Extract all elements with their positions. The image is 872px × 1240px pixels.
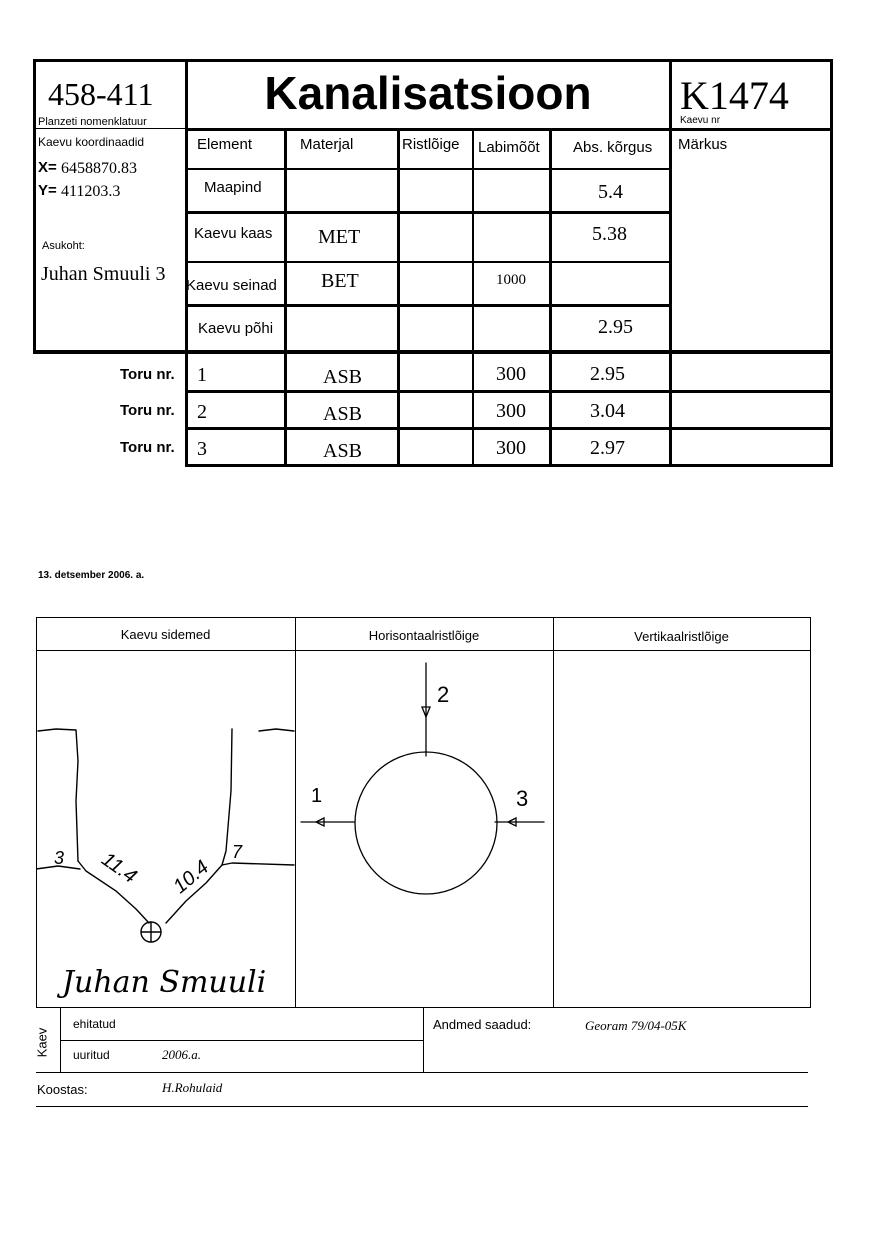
element-material: MET [318,226,361,248]
location-value: Juhan Smuuli 3 [41,263,166,285]
pipe-material: ASB [323,440,362,462]
compiled-value: H.Rohulaid [162,1080,223,1095]
vertical-section-header: Vertikaalristlõige [634,629,729,644]
pipe-number: 3 [197,438,207,460]
col-element: Element [197,136,253,153]
horizontal-section-header: Horisontaalristlõige [368,628,480,643]
pipe-diameter: 300 [496,400,526,422]
document-date: 13. detsember 2006. a. [38,570,145,581]
pipe-label: Toru nr. [120,402,175,419]
pipe-marker-3: 3 [516,786,529,811]
pipe-number: 2 [197,401,207,423]
col-cross-section: Ristlõige [402,136,460,153]
element-material: BET [321,270,359,292]
well-number-label: Kaevu nr [680,115,721,126]
element-name: Kaevu põhi [198,320,274,337]
location-label: Asukoht: [42,240,85,252]
pipe-material: ASB [323,403,362,425]
element-diameter: 1000 [496,272,526,288]
pipe-diameter: 300 [496,437,526,459]
pipe-marker-1: 1 [311,785,323,807]
surveyed-label: uuritud [73,1048,110,1062]
element-abs-height: 5.38 [592,223,627,245]
element-abs-height: 2.95 [598,316,633,338]
data-source-label: Andmed saadud: [433,1017,532,1032]
well-number-value: K1474 [680,73,789,118]
col-diameter: Labimõõt [478,139,540,156]
built-label: ehitatud [73,1017,116,1031]
pipe-number: 1 [197,364,207,386]
y-label: Y= [38,182,57,199]
coords-label: Kaevu koordinaadid [38,135,145,149]
sketch-label-left-distance: 11.4 [97,848,141,888]
element-name: Kaevu seinad [186,277,277,294]
pipe-abs-height: 3.04 [590,400,625,422]
x-value: 6458870.83 [61,160,137,177]
surveyed-value: 2006.a. [162,1047,201,1062]
sketch-label-left-offset: 3 [54,848,65,868]
data-source-value: Georam 79/04-05K [585,1018,687,1033]
pipe-abs-height: 2.95 [590,363,625,385]
page-title: Kanalisatsioon [264,67,592,119]
sketch-label-right-distance: 10.4 [169,856,214,899]
col-remarks: Märkus [678,136,728,153]
sketch-street-handwritten: Juhan Smuuli [62,965,267,1000]
element-abs-height: 5.4 [598,181,623,203]
element-name: Maapind [204,179,262,196]
pipe-label: Toru nr. [120,439,175,456]
col-abs-height: Abs. kõrgus [573,139,653,156]
side-label: Kaev [34,1027,50,1058]
nomenclature-label: Planzeti nomenklatuur [38,116,147,128]
nomenclature-value: 458-411 [48,76,154,112]
horizontal-section-sketch [296,651,553,1007]
pipe-diameter: 300 [496,363,526,385]
pipe-material: ASB [323,366,362,388]
connections-sketch [36,651,295,1007]
element-name: Kaevu kaas [194,225,273,242]
sketch-label-right-offset: 7 [232,842,243,862]
pipe-marker-2: 2 [437,682,450,707]
col-material: Materjal [300,136,354,153]
pipe-label: Toru nr. [120,366,175,383]
connections-header: Kaevu sidemed [120,627,211,642]
compiled-label: Koostas: [37,1082,88,1097]
y-value: 411203.3 [61,183,121,200]
pipe-abs-height: 2.97 [590,437,625,459]
x-label: X= [38,159,57,176]
